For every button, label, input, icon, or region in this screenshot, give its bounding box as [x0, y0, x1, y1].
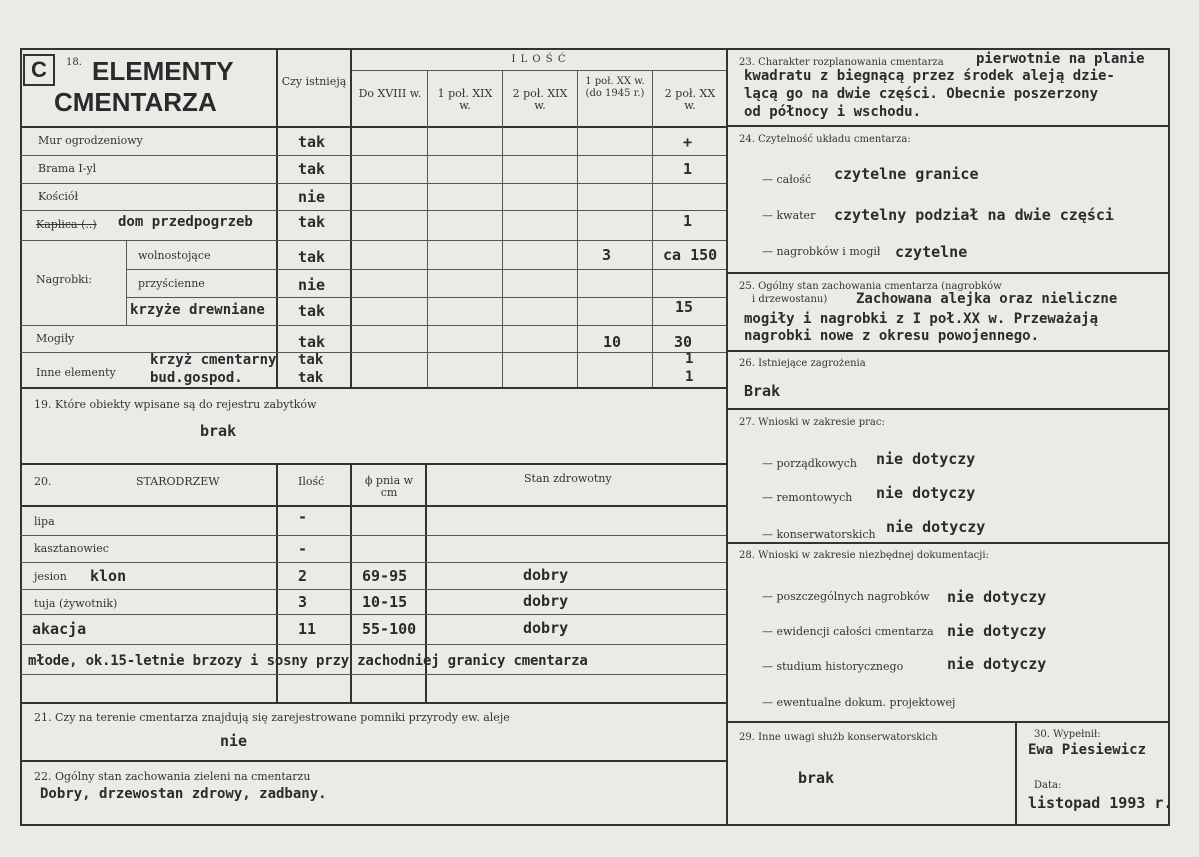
s27-konserw-label: — konserwatorskich: [762, 528, 876, 541]
exists-brama: tak: [298, 160, 326, 178]
s23-label: 23. Charakter rozplanowania cmentarza: [739, 57, 944, 68]
s18-vline-3: [427, 70, 428, 388]
inne-typed-2: bud.gospod.: [150, 370, 243, 386]
s18-row-line: [126, 297, 726, 298]
inne-p5-1: 1: [685, 351, 694, 367]
s28-label: 28. Wnioski w zakresie niezbędnej dokumentacji:: [739, 550, 989, 561]
s27-remont-label: — remontowych: [762, 491, 853, 504]
inne-exists-1: tak: [298, 352, 324, 368]
tree-health: dobry: [523, 592, 569, 610]
s20-bottom: [20, 702, 728, 704]
p4-wolno: 3: [602, 246, 612, 264]
s25-line1: Zachowana alejka oraz nieliczne: [856, 291, 1118, 307]
s27-bottom: [726, 542, 1170, 544]
tree-diameter: 69-95: [362, 567, 408, 585]
exists-mogily: tak: [298, 333, 326, 351]
inne-typed-1: krzyż cmentarny: [150, 352, 277, 368]
s18-title-line2: CMENTARZA: [54, 87, 217, 117]
s23-line2: kwadratu z biegnącą przez środek aleją dzie-: [744, 68, 1115, 84]
tree-count: -: [298, 540, 308, 558]
period-header: 1 poł. XIX w.: [437, 87, 493, 112]
s18-row-line: [20, 210, 726, 211]
s28-ewid: nie dotyczy: [947, 622, 1047, 640]
nagrobki-vline: [126, 241, 127, 325]
s23-line4: od północy i wschodu.: [744, 104, 922, 120]
s18-header-bottom: [20, 126, 728, 128]
s25-bottom: [726, 350, 1170, 352]
s27-porz-label: — porządkowych: [762, 457, 857, 470]
s19-bottom: [20, 463, 728, 465]
s24-kwater: czytelny podział na dwie części: [834, 206, 1114, 224]
s18-row-line: [20, 155, 726, 156]
s18-row-line: [20, 183, 726, 184]
s24-kwater-label: — kwater: [762, 209, 816, 222]
s26-label: 26. Istniejące zagrożenia: [739, 358, 866, 369]
s30-name: Ewa Piesiewicz: [1028, 742, 1147, 758]
s24-nagrobkow: czytelne: [895, 243, 968, 261]
row-label-kaplica-typed: dom przedpogrzeb: [118, 214, 253, 230]
s19-value: brak: [200, 422, 237, 440]
s28-studium: nie dotyczy: [947, 655, 1047, 673]
s20-header-bottom: [20, 505, 728, 507]
row-label-brama: Brama I-yl: [38, 162, 97, 175]
s29-value: brak: [798, 769, 835, 787]
s20-row-line: [20, 674, 726, 675]
exists-kaplica: tak: [298, 213, 326, 231]
tree-diameter: 55-100: [362, 620, 417, 638]
column-divider: [726, 48, 728, 826]
s21-value: nie: [220, 732, 248, 750]
period-header: 2 poł. XIX w.: [512, 87, 568, 112]
s27-porz: nie dotyczy: [876, 450, 976, 468]
s28-studium-label: — studium historycznego: [762, 660, 904, 673]
tree-species: jesion: [34, 570, 67, 583]
s19-label: 19. Które obiekty wpisane są do rejestru zabytków: [34, 398, 317, 411]
tree-count: 2: [298, 567, 308, 585]
s18-vline-1: [276, 48, 278, 388]
row-label-inne: Inne elementy: [36, 366, 116, 379]
period-header: Do XVIII w.: [358, 87, 422, 100]
tree-diameter: 10-15: [362, 593, 408, 611]
p5-mogily: 30: [674, 333, 693, 351]
row-label-wolno: wolnostojące: [138, 249, 211, 262]
s25-line2: mogiły i nagrobki z I poł.XX w. Przeważają: [744, 311, 1099, 327]
s18-number: 18.: [66, 57, 82, 68]
exists-krzyze: tak: [298, 302, 326, 320]
inne-exists-2: tak: [298, 370, 324, 386]
ilosc-header: I L O Ś Ć: [511, 54, 567, 65]
s21-label: 21. Czy na terenie cmentarza znajdują się zarejestrowane pomniki przyrody ew. aleje: [34, 711, 510, 724]
s24-calosc: czytelne granice: [834, 165, 979, 183]
nagrobki-label: Nagrobki:: [36, 273, 93, 286]
s18-row-line: [20, 325, 726, 326]
s24-bottom: [726, 272, 1170, 274]
row-label-kaplica-struck: Kaplica (..): [36, 218, 97, 231]
frame-left: [20, 48, 22, 826]
tree-species-typed: klon: [90, 567, 127, 585]
s20-col-stan: Stan zdrowotny: [524, 472, 612, 485]
s22-value: Dobry, drzewostan zdrowy, zadbany.: [40, 786, 327, 802]
s28-projekt-label: — ewentualne dokum. projektowej: [762, 696, 956, 709]
exists-przysc: nie: [298, 276, 326, 294]
card-letter: C: [23, 54, 55, 86]
tree-species: kasztanowiec: [34, 542, 109, 555]
frame-right: [1168, 48, 1170, 826]
s18-row-line: [20, 240, 726, 241]
s20-note: młode, ok.15-letnie brzozy i sosny przy zachodniej granicy cmentarza: [28, 653, 588, 669]
s30-label: 30. Wypełnił:: [1034, 729, 1101, 740]
p5-brama: 1: [683, 160, 693, 178]
s26-value: Brak: [744, 382, 781, 400]
row-label-mur: Mur ogrodzeniowy: [38, 134, 143, 147]
tree-species-typed: akacja: [32, 620, 87, 638]
s20-row-line: [20, 589, 726, 590]
s27-remont: nie dotyczy: [876, 484, 976, 502]
exists-mur: tak: [298, 133, 326, 151]
row-label-kosciol: Kościół: [38, 190, 79, 203]
ilosc-underline: [352, 70, 726, 71]
p5-krzyze: 15: [675, 298, 694, 316]
tree-count: -: [298, 508, 308, 526]
s20-row-line: [20, 644, 726, 645]
s20-col-ilosc: Ilość: [298, 475, 325, 488]
s18-vline-4: [502, 70, 503, 388]
s23-line1: pierwotnie na planie: [976, 51, 1145, 67]
tree-health: dobry: [523, 619, 569, 637]
s25-label-2: i drzewostanu): [752, 294, 828, 305]
frame-top: [20, 48, 1170, 50]
inne-p5-2: 1: [685, 369, 694, 385]
tree-species: lipa: [34, 515, 55, 528]
s20-row-line: [20, 535, 726, 536]
s24-calosc-label: — całość: [762, 173, 812, 186]
s18-title-line1: ELEMENTY: [92, 56, 234, 86]
s24-label: 24. Czytelność układu cmentarza:: [739, 134, 911, 145]
period-header: 1 poł. XX w. (do 1945 r.): [585, 76, 645, 99]
s23-bottom: [726, 125, 1170, 127]
s21-bottom: [20, 760, 728, 762]
s25-label-1: 25. Ogólny stan zachowania cmentarza (nagrobków: [739, 281, 1002, 292]
s23-line3: lącą go na dwie części. Obecnie poszerzony: [744, 86, 1099, 102]
s27-konserw: nie dotyczy: [886, 518, 986, 536]
exists-wolno: tak: [298, 248, 326, 266]
s18-vline-6: [652, 70, 653, 388]
p5-mur: +: [683, 133, 693, 151]
p5-wolno: ca 150: [663, 246, 718, 264]
period-header: 2 poł. XX w.: [664, 87, 716, 112]
s18-row-line: [20, 352, 726, 353]
czy-istnieja-header: Czy istnieją: [281, 75, 347, 88]
s27-label: 27. Wnioski w zakresie prac:: [739, 417, 885, 428]
s25-line3: nagrobki nowe z okresu powojennego.: [744, 328, 1040, 344]
s18-vline-5: [577, 70, 578, 388]
s18-vline-2: [350, 48, 352, 388]
tree-species: tuja (żywotnik): [34, 597, 118, 610]
s30-date-label: Data:: [1034, 780, 1062, 791]
s20-title: STARODRZEW: [136, 475, 220, 488]
s18-bottom: [20, 387, 728, 389]
s28-bottom: [726, 721, 1170, 723]
s20-col-pnia: ϕ pnia w cm: [364, 474, 414, 499]
s30-date: listopad 1993 r.: [1028, 794, 1173, 812]
s28-poszcz-label: — poszczególnych nagrobków: [762, 590, 930, 603]
tree-count: 3: [298, 593, 308, 611]
exists-kosciol: nie: [298, 188, 326, 206]
s22-label: 22. Ogólny stan zachowania zieleni na cmentarzu: [34, 770, 311, 783]
s29-label: 29. Inne uwagi służb konserwatorskich: [739, 732, 938, 743]
tree-count: 11: [298, 620, 317, 638]
s28-poszcz: nie dotyczy: [947, 588, 1047, 606]
frame-bottom: [20, 824, 1170, 826]
s18-row-line: [126, 269, 726, 270]
s29-s30-divider: [1015, 721, 1017, 825]
s20-row-line: [20, 562, 726, 563]
s24-nagrobkow-label: — nagrobków i mogił: [762, 245, 881, 258]
row-label-krzyze-typed: krzyże drewniane: [130, 302, 265, 318]
s20-row-line: [20, 614, 726, 615]
tree-health: dobry: [523, 566, 569, 584]
s26-bottom: [726, 408, 1170, 410]
p4-mogily: 10: [603, 333, 622, 351]
row-label-przysc: przyścienne: [138, 277, 205, 290]
s28-ewid-label: — ewidencji całości cmentarza: [762, 625, 934, 638]
row-label-mogily: Mogiły: [36, 332, 75, 345]
p5-kaplica: 1: [683, 212, 693, 230]
s20-number: 20.: [34, 475, 52, 488]
